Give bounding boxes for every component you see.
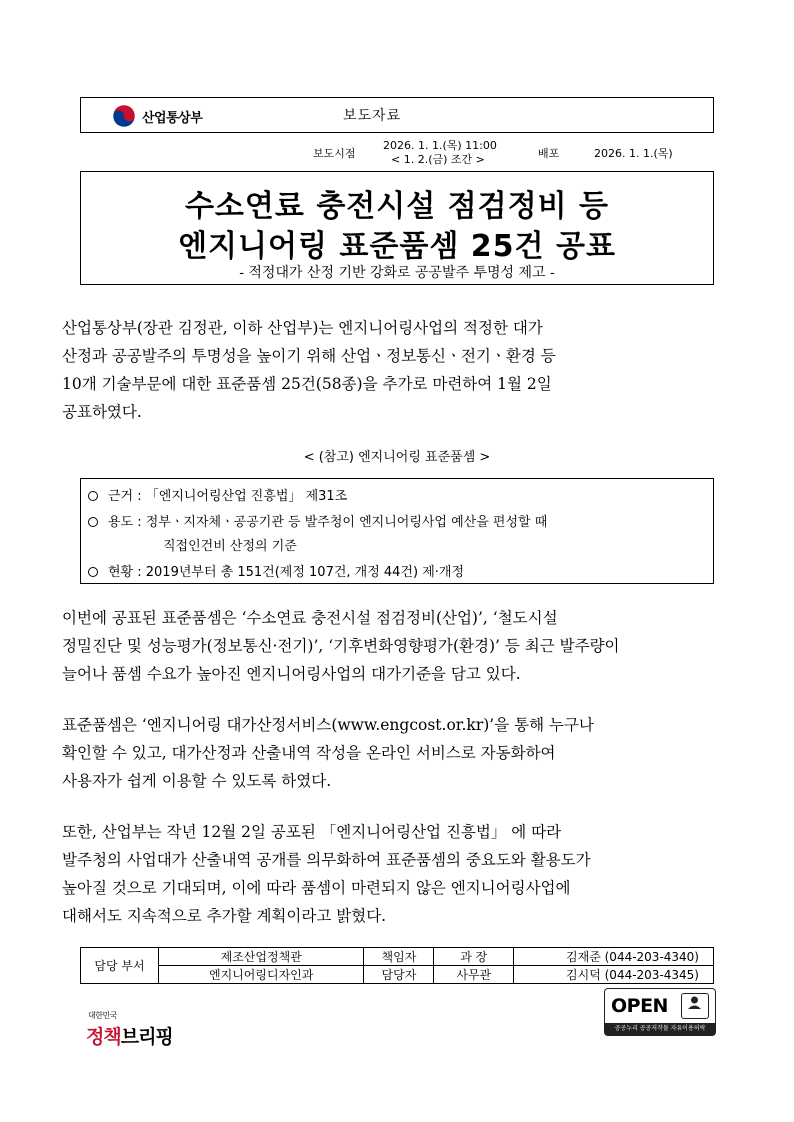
role-label: 책임자 — [364, 948, 434, 966]
paragraph-line: 늘어나 품셈 수요가 높아진 엔지니어링사업의 대가기준을 담고 있다. — [62, 665, 521, 683]
brief-red-text: 정책 — [86, 1026, 121, 1048]
contact-person: 김시덕 (044-203-4345) — [514, 966, 714, 984]
paragraph-4 — [62, 818, 730, 930]
dept-name: 제조산업정책관 — [158, 948, 364, 966]
open-license-badge — [604, 988, 716, 1036]
embargo-label: 보도시점 — [313, 147, 356, 160]
attribution-icon — [681, 993, 709, 1019]
reference-text: 현황 : 2019년부터 총 151건(제정 107건, 개정 44건) 제·개정 — [108, 565, 465, 580]
person-icon — [682, 994, 707, 1017]
reference-text: 근거 : 「엔지니어링산업 진흥법」 제31조 — [108, 489, 348, 504]
circle-bullet-icon — [88, 517, 98, 527]
paragraph-line: 공표하였다. — [62, 403, 142, 421]
paragraph-3 — [62, 711, 730, 795]
ministry-name: 산업통상부 — [142, 110, 203, 126]
paragraph-line: 사용자가 쉽게 이용할 수 있도록 하였다. — [62, 772, 332, 790]
taegeuk-icon — [112, 104, 136, 128]
headline-line1: 수소연료 충전시설 점검정비 등 — [184, 189, 610, 224]
dept-label: 담당 부서 — [81, 948, 159, 984]
reference-caption: < (참고) 엔지니어링 표준품셈 > — [303, 450, 491, 465]
reference-row — [88, 561, 464, 580]
paragraph-line: 이번에 공표된 표준품셈은 ‘수소연료 충전시설 점검정비(산업)’, ‘철도시설 — [62, 609, 558, 627]
paragraph-line: 발주청의 사업대가 산출내역 공개를 의무화하여 표준품셈의 중요도와 활용도가 — [62, 851, 591, 869]
open-caption: 공공누리 공공저작물 자유이용허락 — [605, 1023, 715, 1035]
policy-briefing-logo — [86, 1010, 173, 1056]
paragraph-line: 확인할 수 있고, 대가산정과 산출내역 작성을 온라인 서비스로 자동화하여 — [62, 744, 556, 762]
role-label: 담당자 — [364, 966, 434, 984]
reference-row — [88, 511, 547, 530]
embargo-datetime: 2026. 1. 1.(목) 11:00 — [383, 139, 497, 152]
paragraph-line: 대해서도 지속적으로 추가할 계획이라고 밝혔다. — [62, 907, 387, 925]
paragraph-line: 정밀진단 및 성능평가(정보통신·전기)’, ‘기후변화영향평가(환경)’ 등 최근 발주량이 — [62, 637, 620, 655]
paragraph-line: 산정과 공공발주의 투명성을 높이기 위해 산업ㆍ정보통신ㆍ전기ㆍ환경 등 — [62, 347, 556, 365]
paragraph-1 — [62, 314, 730, 426]
headline-line2: 엔지니어링 표준품셈 25건 공표 — [178, 229, 616, 264]
subtitle: - 적정대가 산정 기반 강화로 공공발주 투명성 제고 - — [239, 265, 555, 281]
paragraph-line: 산업통상부(장관 김정관, 이하 산업부)는 엔지니어링사업의 적정한 대가 — [62, 319, 543, 337]
brief-black-text: 브리핑 — [120, 1026, 173, 1048]
contact-person: 김재준 (044-203-4340) — [514, 948, 714, 966]
table-row — [81, 948, 714, 966]
paragraph-line: 또한, 산업부는 작년 12월 2일 공포된 「엔지니어링산업 진흥법」 에 따라 — [62, 823, 562, 841]
position-title: 과 장 — [434, 948, 514, 966]
circle-bullet-icon — [88, 567, 98, 577]
contact-table — [80, 947, 714, 984]
open-text: OPEN — [611, 995, 668, 1017]
paragraph-line: 높아질 것으로 기대되며, 이에 따라 품셈이 마련되지 않은 엔지니어링사업에 — [62, 879, 571, 897]
position-title: 사무관 — [434, 966, 514, 984]
brief-small-text: 대한민국 — [88, 1011, 117, 1020]
reference-text: 용도 : 정부ㆍ지자체ㆍ공공기관 등 발주청이 엔지니어링사업 예산을 편성할 때 — [108, 515, 548, 530]
doc-type: 보도자료 — [343, 108, 402, 124]
dept-name: 엔지니어링디자인과 — [158, 966, 364, 984]
paragraph-line: 표준품셈은 ‘엔지니어링 대가산정서비스(www.engcost.or.kr)’을 통해 누구나 — [62, 716, 594, 734]
table-row — [81, 966, 714, 984]
brief-big-text — [86, 1022, 173, 1049]
distribution-label: 배포 — [538, 147, 560, 160]
embargo-note: < 1. 2.(금) 조간 > — [391, 153, 485, 166]
paragraph-line: 10개 기술부문에 대한 표준품셈 25건(58종)을 추가로 마련하여 1월 2일 — [62, 375, 552, 393]
circle-bullet-icon — [88, 491, 98, 501]
paragraph-2 — [62, 604, 730, 688]
distribution-date: 2026. 1. 1.(목) — [594, 147, 673, 160]
ministry-logo — [112, 103, 232, 129]
reference-text-cont: 직접인건비 산정의 기준 — [163, 539, 297, 554]
reference-row — [88, 485, 347, 504]
